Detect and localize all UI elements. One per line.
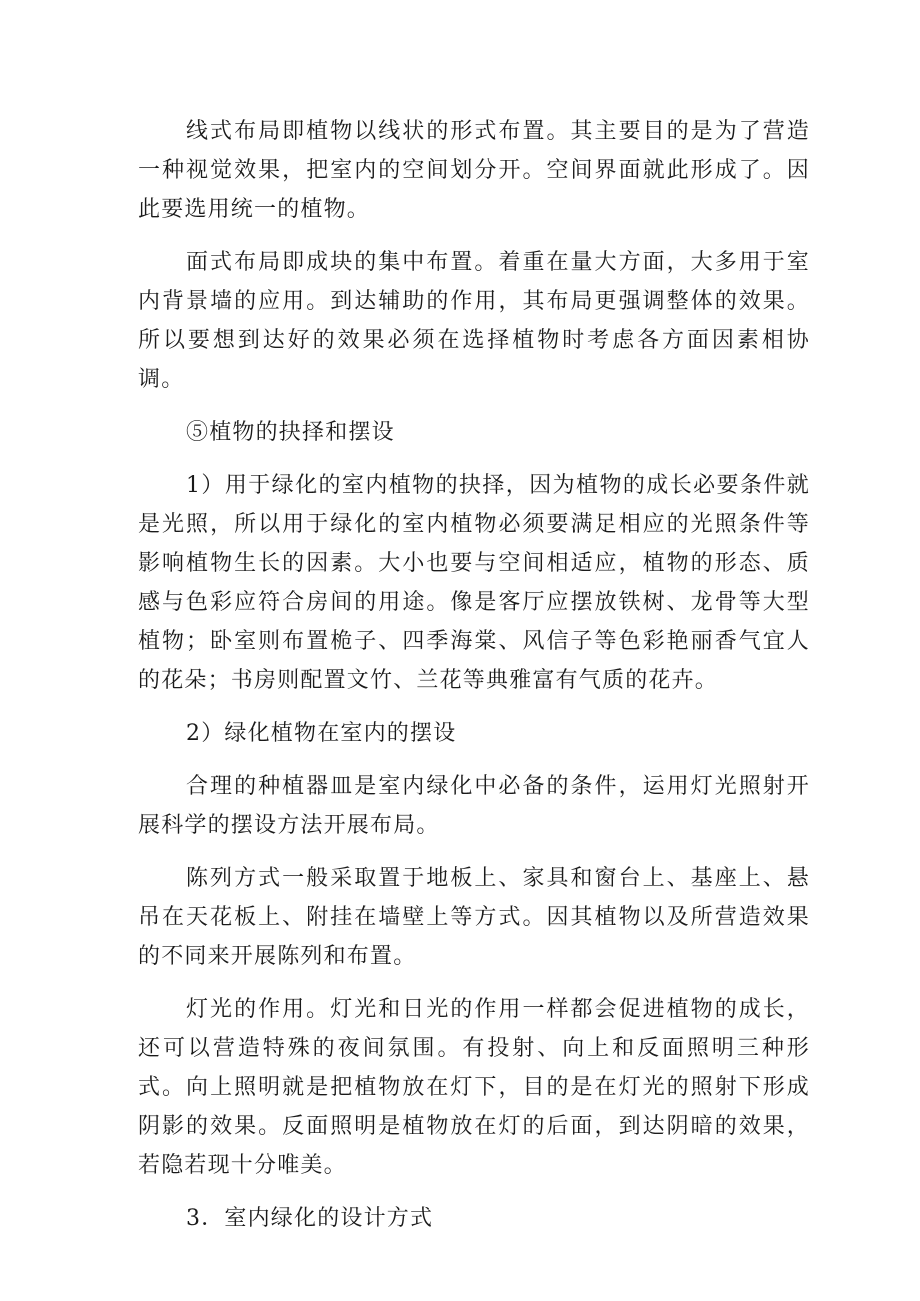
paragraph-area-layout: 面式布局即成块的集中布置。着重在量大方面，大多用于室内背景墙的应用。到达辅助的作用，其布局更强调整体的效果。所以要想到达好的效果必须在选择植物时考虑各方面因素相协调。 — [138, 250, 810, 392]
paragraph-planting-vessels: 合理的种植器皿是室内绿化中必备的条件，运用灯光照射开展科学的摆设方法开展布局。 — [138, 774, 810, 838]
section-heading-design-methods: 3．室内绿化的设计方式 — [186, 1206, 434, 1231]
paragraph-display-methods: 陈列方式一般采取置于地板上、家具和窗台上、基座上、悬吊在天花板上、附挂在墙壁上等方式。因其植物以及所营造效果的不同来开展陈列和布置。 — [138, 866, 810, 969]
paragraph-plant-selection: 1）用于绿化的室内植物的抉择，因为植物的成长必要条件就是光照，所以用于绿化的室内植物必须要满足相应的光照条件等影响植物生长的因素。大小也要与空间相适应，植物的形态、质感与色彩应符合房间的用途。像是客厅应摆放铁树、龙骨等大型植物；卧室则布置桅子、四季海棠、风信子等色彩艳丽香气宜人的花朵；书房则配置文竹、兰花等典雅富有气质的花卉。 — [138, 473, 810, 693]
document-body — [138, 112, 810, 1252]
subheading-plant-arrangement: 2）绿化植物在室内的摆设 — [186, 721, 457, 746]
section-heading-plant-selection: ⑤植物的抉择和摆设 — [186, 420, 395, 445]
paragraph-linear-layout: 线式布局即植物以线状的形式布置。其主要目的是为了营造一种视觉效果，把室内的空间划分开。空间界面就此形成了。因此要选用统一的植物。 — [138, 119, 810, 222]
paragraph-lighting: 灯光的作用。灯光和日光的作用一样都会促进植物的成长，还可以营造特殊的夜间氛围。有投射、向上和反面照明三种形式。向上照明就是把植物放在灯下，目的是在灯光的照射下形成阴影的效果。反面照明是植物放在灯的后面，到达阴暗的效果，若隐若现十分唯美。 — [138, 997, 810, 1178]
